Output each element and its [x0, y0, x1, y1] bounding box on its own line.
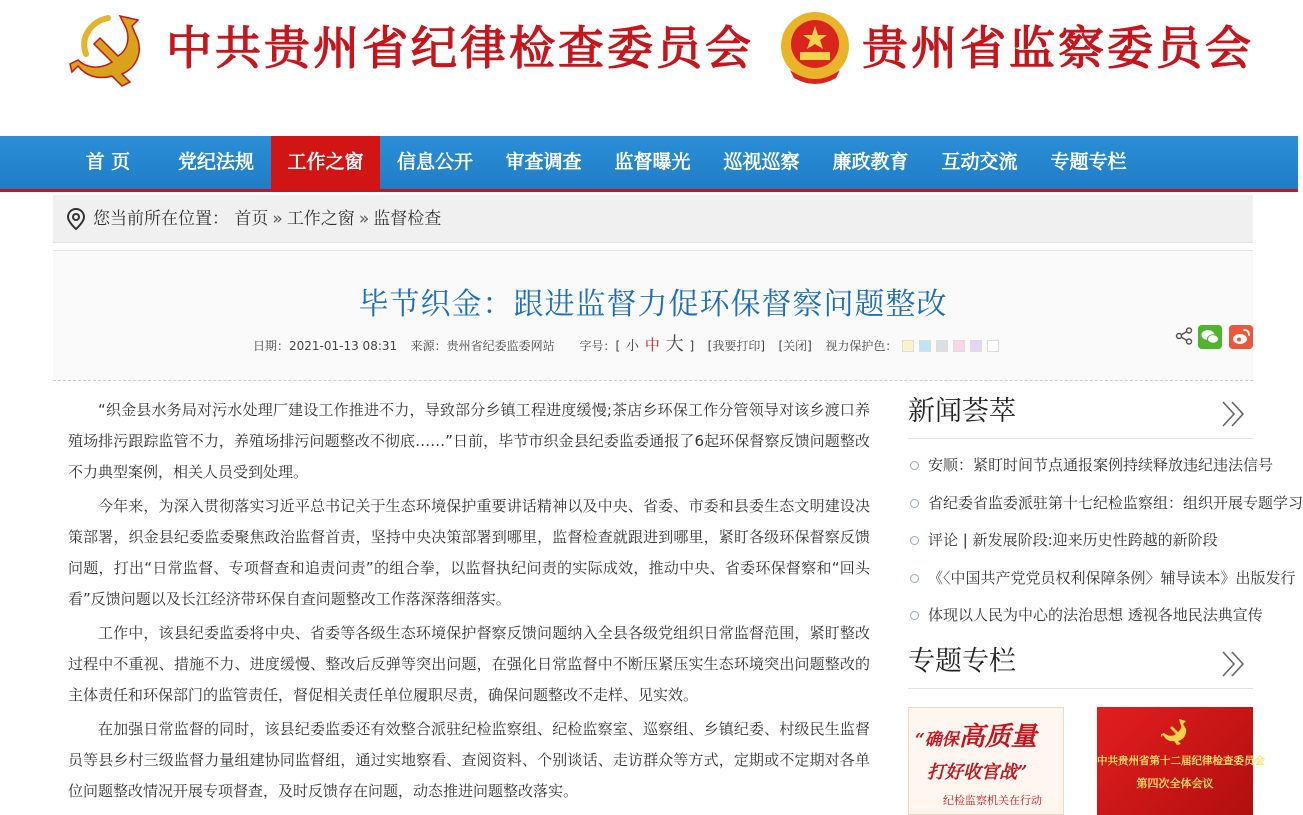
topic-banner-plenary-session[interactable]: [1097, 707, 1265, 815]
news-item-title[interactable]: 安顺：紧盯时间节点通报案例持续释放违纪违法信号: [928, 456, 1274, 474]
topics-section-header: [908, 637, 1253, 689]
article-date: 日期：2021-01-13 08:31: [253, 339, 398, 353]
topics-section-title: 专题专栏: [908, 646, 1016, 677]
news-section-header: [908, 387, 1253, 439]
font-size-small-button[interactable]: 小: [626, 339, 640, 354]
article-paragraph: 工作中，该县纪委监委将中央、省委等各级生态环境保护督察反馈问题纳入全县各级党组织日常监督范围，紧盯整改过程中不重视、措施不力、进度缓慢、整改后反弹等突出问题，在强化日常监督中不断压紧压实生态环境突出问题整改的主体责任和环保部门的监管责任，督促相关责任单位履职尽责，确保问题整改不走样、见实效。: [68, 624, 870, 704]
news-item[interactable]: [908, 447, 1274, 485]
national-emblem-icon: [776, 8, 854, 88]
location-pin-icon: [65, 207, 87, 231]
eye-care-swatch-purple[interactable]: [970, 340, 982, 352]
wechat-share-icon[interactable]: [1198, 325, 1222, 349]
bullet-icon: [910, 499, 919, 508]
breadcrumb-separator: »: [358, 209, 370, 229]
site-header: [0, 0, 1298, 136]
nav-item-party-regulations[interactable]: 党纪法规: [177, 151, 254, 173]
close-button[interactable]: [关闭]: [778, 339, 812, 353]
topic-banner-line: 第四次全体会议: [1136, 777, 1214, 790]
news-section-title: 新闻荟萃: [908, 396, 1016, 427]
weibo-share-icon[interactable]: [1229, 325, 1253, 349]
supervision-commission-title: 贵州省监察委员会: [862, 21, 1254, 75]
breadcrumb-trail: [93, 195, 441, 243]
news-item-title[interactable]: 评论 | 新发展阶段:迎来历史性跨越的新阶段: [928, 531, 1218, 549]
article-panel: [53, 250, 1303, 814]
article-title: 毕节织金：跟进监督力促环保督察问题整改: [358, 287, 948, 322]
breadcrumb: [53, 195, 1253, 243]
article-body: [68, 395, 870, 810]
eye-care-swatch-white[interactable]: [987, 340, 999, 352]
breadcrumb-prefix: 您当前所在位置：: [93, 209, 229, 229]
breadcrumb-current[interactable]: 监督检查: [373, 209, 442, 229]
nav-item-special-topics[interactable]: 专题专栏: [1050, 151, 1127, 173]
party-emblem-icon: [68, 10, 148, 88]
article-paragraph: 今年来，为深入贯彻落实习近平总书记关于生态环境保护重要讲话精神以及中央、省委、市委和县委生态文明建设决策部署，织金县纪委监委聚焦政治监督首责，坚持中央决策部署到哪里，监督检查就跟进到哪里，紧盯各级环保督察反馈问题，打出“日常监督、专项督查和追责问责”的组合拳，以监督执纪问责的实际成效，推动中央、省委环保督察和“回头看”反馈问题以及长江经济带环保自查问题整改工作落深落细落实。: [68, 497, 870, 608]
nav-item-info-disclosure[interactable]: 信息公开: [396, 151, 473, 173]
topic-banner-caption: 纪检监察机关在行动: [943, 794, 1042, 807]
nav-item-inspection[interactable]: 巡视巡察: [723, 151, 800, 173]
eye-care-swatch-yellow[interactable]: [902, 340, 914, 352]
print-button[interactable]: [我要打印]: [707, 339, 766, 353]
double-chevron-right-icon[interactable]: [1219, 399, 1249, 429]
share-icon[interactable]: [1175, 327, 1193, 345]
main-nav: [0, 136, 1298, 192]
nav-item-review-investigation[interactable]: 审查调查: [505, 151, 582, 173]
news-item-title[interactable]: 《〈中国共产党党员权利保障条例〉辅导读本》出版发行: [928, 568, 1296, 587]
breadcrumb-work-window-link[interactable]: 工作之窗: [286, 209, 355, 229]
topic-banner-line: [915, 716, 1037, 753]
topic-banner-high-quality[interactable]: [908, 707, 1064, 815]
article-source: 来源：贵州省纪委监委网站: [410, 339, 555, 353]
font-size-close-bracket: ]: [689, 339, 695, 353]
font-size-label: 字号：[: [579, 339, 621, 353]
party-emblem-icon: [1161, 717, 1189, 745]
eye-care-label: 视力保护色：: [825, 339, 898, 353]
eye-care-swatch-blue[interactable]: [919, 340, 931, 352]
font-size-large-button[interactable]: 大: [665, 334, 684, 355]
article-header: [53, 251, 1253, 381]
nav-item-interaction[interactable]: 互动交流: [941, 151, 1018, 173]
nav-item-supervision-exposure[interactable]: 监督曝光: [614, 151, 691, 173]
news-item[interactable]: [908, 485, 1303, 523]
bullet-icon: [910, 536, 919, 545]
double-chevron-right-icon[interactable]: [1219, 649, 1249, 679]
bullet-icon: [910, 611, 919, 620]
article-paragraph: “织金县水务局对污水处理厂建设工作推进不力，导致部分乡镇工程进度缓慢;茶店乡环保工作分管领导对该乡渡口养殖场排污跟踪监管不力，养殖场排污问题整改不彻底……”日前，毕节市织金县纪委监委通报了6起环保督察反馈问题整改不力典型案例，相关人员受到处理。: [68, 401, 870, 481]
news-item[interactable]: [908, 597, 1263, 635]
nav-item-integrity-education[interactable]: 廉政教育: [832, 151, 909, 173]
breadcrumb-separator: »: [272, 209, 283, 229]
article-meta: [253, 334, 1001, 355]
eye-care-swatch-gray[interactable]: [936, 340, 948, 352]
news-item-title[interactable]: 省纪委省监委派驻第十七纪检监察组：组织开展专题学习: [928, 493, 1303, 512]
article-paragraph: 在加强日常监督的同时，该县纪委监委还有效整合派驻纪检监察组、纪检监察室、巡察组、乡镇纪委、村级民生监督员等县乡村三级监督力量组建协同监督组，通过实地察看、查阅资料、个别谈话、走访群众等方式，定期或不定期对各单位问题整改情况开展专项督查，及时反馈存在问题，动态推进问题整改落实。: [68, 720, 870, 800]
news-item[interactable]: [908, 522, 1253, 560]
news-item[interactable]: [908, 560, 1296, 598]
topic-banner-big-text: 高质量: [958, 722, 1037, 752]
news-list: [908, 447, 1303, 635]
topic-banner-line: 中共贵州省第十二届纪律检查委员会: [1097, 755, 1265, 767]
bullet-icon: [910, 461, 919, 470]
breadcrumb-home-link[interactable]: 首页: [234, 209, 269, 229]
nav-item-home[interactable]: 首 页: [85, 151, 131, 173]
news-item-title[interactable]: 体现以人民为中心的法治思想 透视各地民法典宣传: [928, 606, 1263, 624]
cpc-commission-title: 中共贵州省纪律检查委员会: [166, 21, 754, 75]
nav-item-work-window[interactable]: 工作之窗: [271, 136, 380, 189]
eye-care-swatch-pink[interactable]: [953, 340, 965, 352]
topic-banner-prefix: “确保: [915, 730, 959, 750]
font-size-medium-button[interactable]: 中: [644, 336, 660, 354]
topic-banner-line: 打好收官战”: [927, 762, 1028, 783]
bullet-icon: [910, 574, 919, 583]
